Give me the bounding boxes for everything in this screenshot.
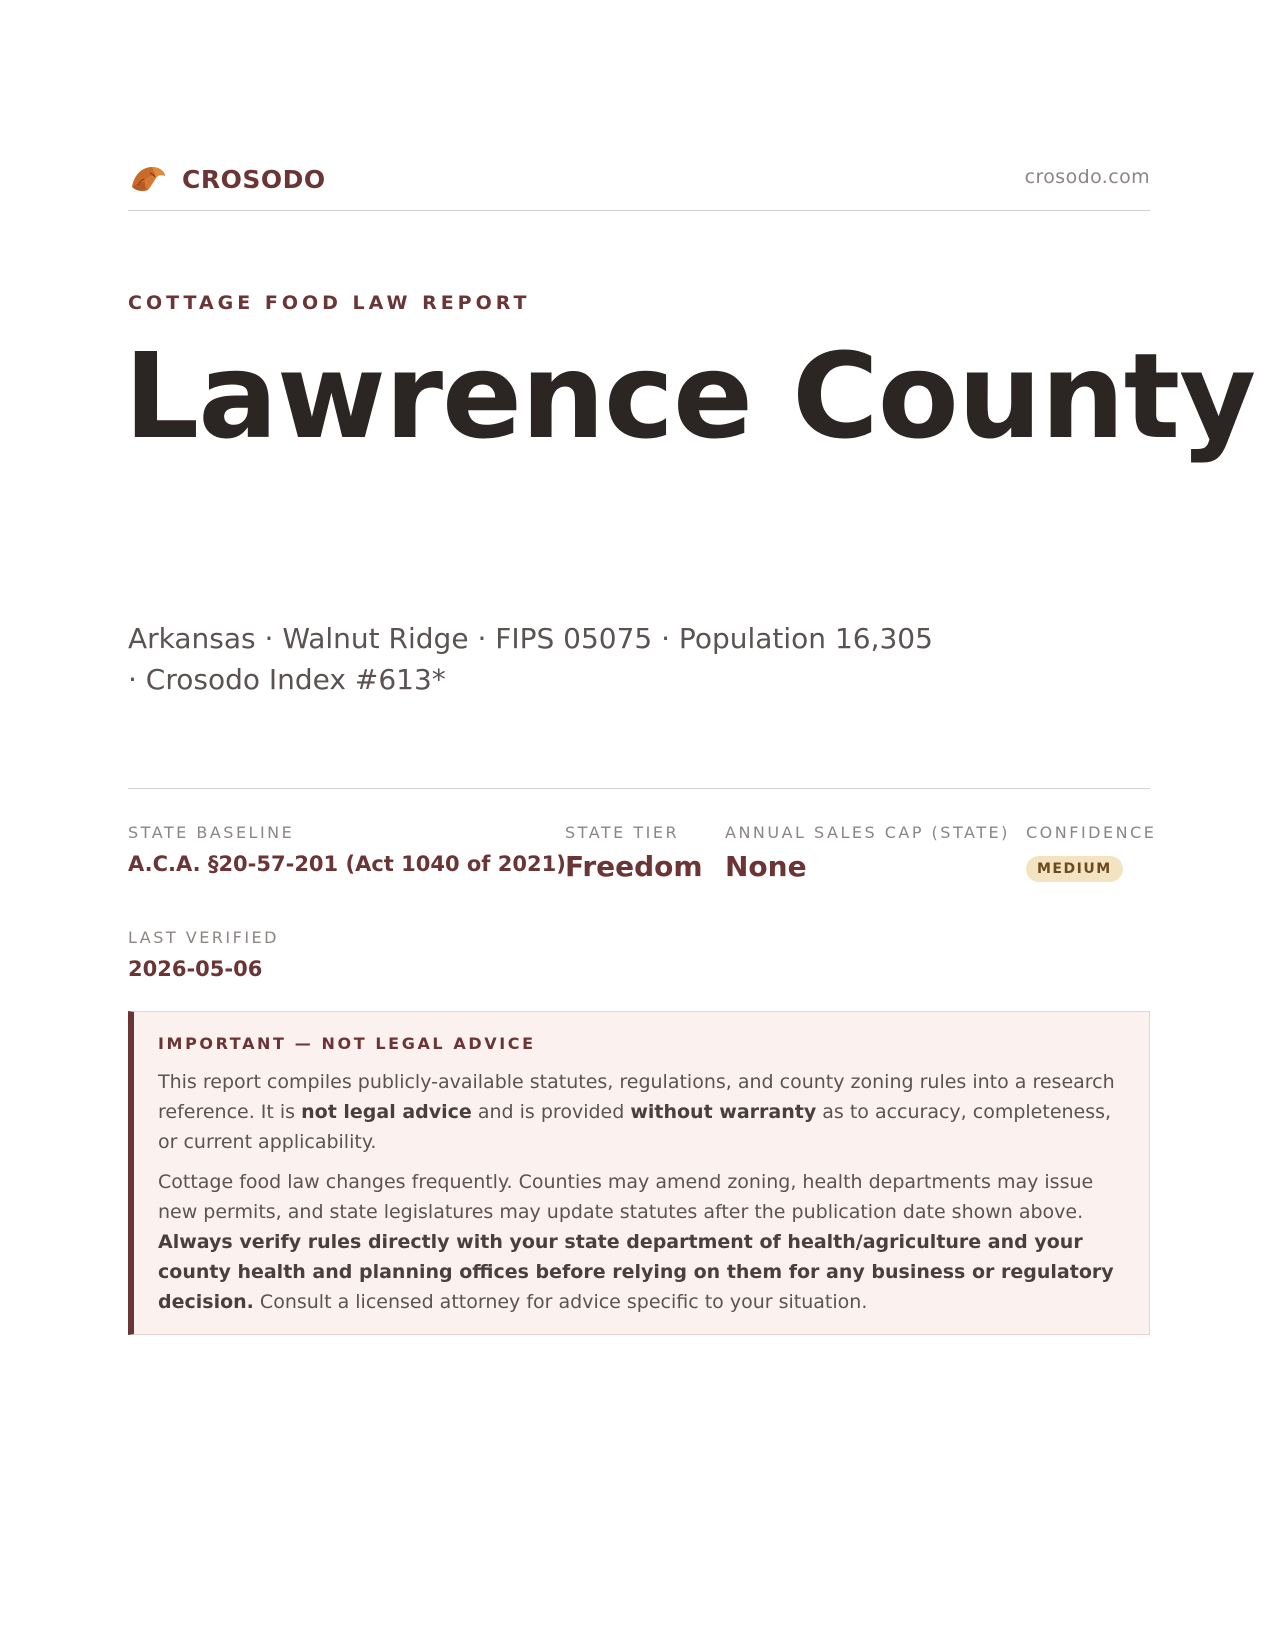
stat-label: CONFIDENCE xyxy=(1026,823,1157,842)
confidence-badge: MEDIUM xyxy=(1026,856,1123,882)
stat-value: None xyxy=(725,850,807,883)
notice-paragraph-2: Cottage food law changes frequently. Counties may amend zoning, health departments may issue new permits, and state legislatures may update statutes after the publication date shown above. Always verify rules directly with your state department of health/agriculture and your county health and planning offices before relying on them for any business or regulatory decision. Consult a licensed attorney for advice specific to your situation. xyxy=(158,1171,1114,1313)
stat-state-tier xyxy=(565,823,703,883)
stat-last-verified xyxy=(128,928,279,981)
legal-notice xyxy=(128,1011,1150,1335)
divider xyxy=(128,788,1150,789)
croissant-icon xyxy=(128,161,168,197)
stat-label: STATE TIER xyxy=(565,823,680,842)
stat-state-baseline xyxy=(128,823,566,876)
stat-value: 2026-05-06 xyxy=(128,957,263,981)
stat-confidence xyxy=(1026,823,1156,882)
report-eyebrow: COTTAGE FOOD LAW REPORT xyxy=(128,292,531,314)
notice-paragraph-1: This report compiles publicly-available statutes, regulations, and county zoning rules into a research reference. It is not legal advice and is provided without warranty as to accuracy, completeness, or current applicability. xyxy=(158,1071,1115,1153)
report-subtitle: Arkansas · Walnut Ridge · FIPS 05075 · Population 16,305 · Crosodo Index #613* xyxy=(128,622,933,696)
stat-value: Freedom xyxy=(565,850,703,883)
stat-label: ANNUAL SALES CAP (STATE) xyxy=(725,823,1010,842)
page-title: Lawrence County xyxy=(124,327,1256,465)
brand-name: CROSODO xyxy=(182,164,326,194)
stat-label: LAST VERIFIED xyxy=(128,928,279,947)
site-url-link[interactable]: crosodo.com xyxy=(1024,166,1150,188)
stat-sales-cap xyxy=(725,823,1010,883)
stat-value: A.C.A. §20-57-201 (Act 1040 of 2021) xyxy=(128,852,566,876)
brand[interactable] xyxy=(128,160,326,198)
stat-label: STATE BASELINE xyxy=(128,823,295,842)
notice-title: IMPORTANT — NOT LEGAL ADVICE xyxy=(158,1034,536,1053)
header xyxy=(128,160,1150,211)
